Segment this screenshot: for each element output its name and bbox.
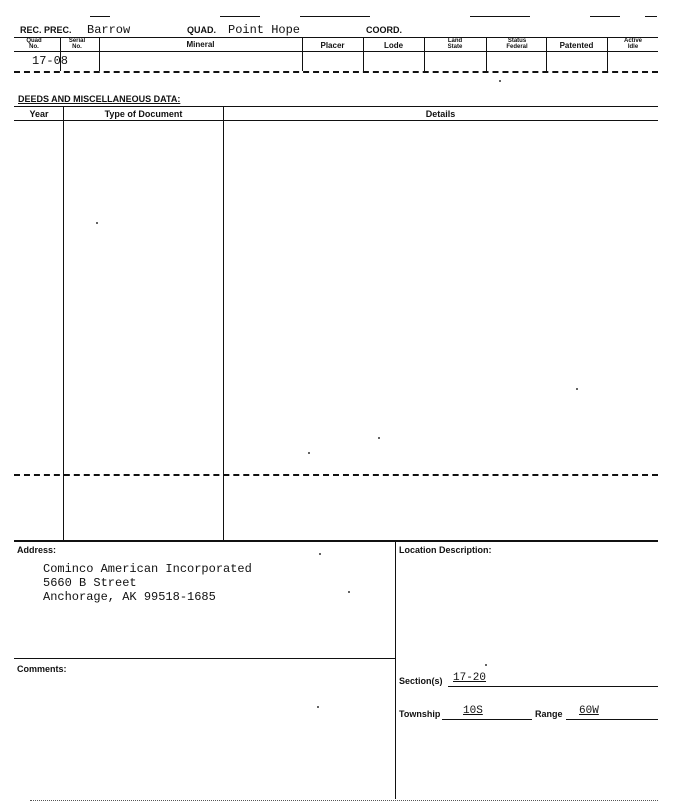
township-line (442, 719, 532, 720)
claim-table-top (14, 37, 658, 38)
comments-label: Comments: (17, 664, 67, 674)
serial-no-header: Serial No. (68, 38, 86, 50)
address-top-rule (14, 540, 658, 542)
scan-bottom-noise (30, 800, 658, 801)
top-rule (590, 16, 620, 17)
top-rule (220, 16, 260, 17)
rec-prec-value: Barrow (87, 23, 131, 37)
claim-col-divider (424, 37, 425, 71)
scan-speck (96, 222, 98, 224)
quad-no-header: Quad No. (26, 38, 42, 50)
placer-header: Placer (320, 41, 345, 50)
claim-col-divider (486, 37, 487, 71)
deeds-table-header-rule (14, 120, 658, 121)
claim-table-header-rule (14, 51, 658, 52)
sections-line (448, 686, 658, 687)
scan-speck (485, 664, 487, 666)
address-line: 5660 B Street (43, 576, 137, 590)
claim-col-divider (607, 37, 608, 71)
details-header: Details (425, 109, 456, 119)
scan-speck (308, 452, 310, 454)
scan-speck (576, 388, 578, 390)
coord-label: COORD. (366, 25, 402, 35)
address-location-divider (395, 541, 396, 799)
range-line (566, 719, 658, 720)
quad-value: Point Hope (228, 23, 301, 37)
comments-top-rule (14, 658, 395, 659)
patented-header: Patented (559, 41, 594, 50)
location-description-label: Location Description: (399, 545, 492, 555)
scan-speck (317, 706, 319, 708)
year-header: Year (29, 109, 49, 119)
sections-label: Section(s) (399, 676, 443, 686)
lode-header: Lode (383, 41, 404, 50)
mineral-header: Mineral (186, 40, 215, 49)
active-idle-header: Active Idle (623, 38, 642, 50)
claim-table-bottom (14, 71, 658, 73)
deeds-section-title: DEEDS AND MISCELLANEOUS DATA: (18, 94, 181, 104)
deeds-fold-rule (14, 474, 658, 476)
quad-no-value: 17-08 (32, 54, 69, 68)
quad-label: QUAD. (187, 25, 216, 35)
top-rule (90, 16, 110, 17)
township-label: Township (399, 709, 441, 719)
address-label: Address: (17, 545, 57, 555)
range-label: Range (535, 709, 563, 719)
status-federal-header: Status Federal (506, 38, 528, 50)
rec-prec-label: REC. PREC. (20, 25, 72, 35)
range-value: 60W (579, 705, 599, 717)
land-state-header: Land State (447, 38, 463, 50)
sections-value: 17-20 (453, 672, 487, 684)
type-of-document-header: Type of Document (104, 109, 183, 119)
address-line: Cominco American Incorporated (43, 562, 252, 576)
deeds-table-top (14, 106, 658, 107)
address-line: Anchorage, AK 99518-1685 (43, 590, 216, 604)
scan-speck (378, 437, 380, 439)
top-rule (300, 16, 370, 17)
scan-speck (319, 553, 321, 555)
township-value: 10S (463, 705, 483, 717)
top-rule (470, 16, 530, 17)
top-rule (645, 16, 657, 17)
scan-speck (499, 80, 501, 82)
scan-speck (348, 591, 350, 593)
